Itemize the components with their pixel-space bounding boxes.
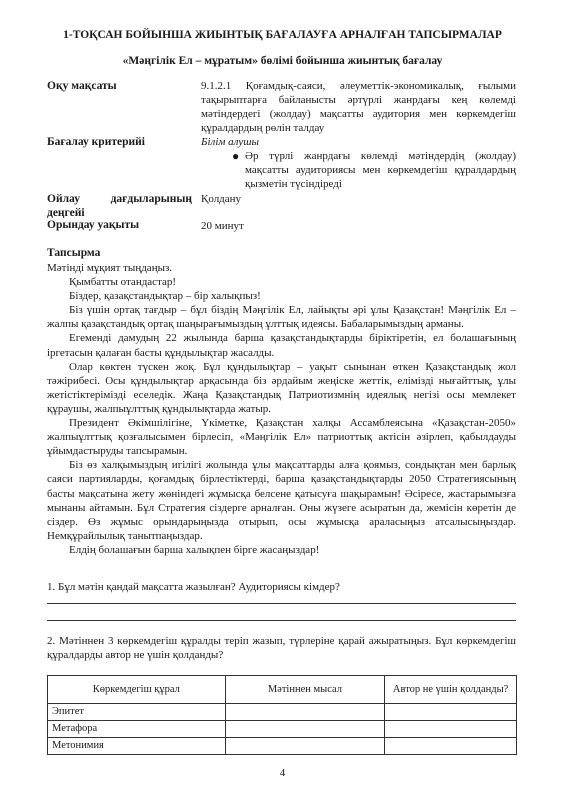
table-header: Көркемдегіш құрал: [48, 676, 226, 704]
task-paragraph: Біз үшін ортақ тағдыр – бұл біздің Мәңгілік Ел, лайықты әрі ұлы Қазақстан! Мәңгілік Ел – жалпы қазақстандық ортақ шаңырағымыздың ұлттық идеясы. Бабаларымыздың арманы.: [47, 304, 516, 331]
table-row: [48, 738, 517, 755]
table-cell: Эпитет: [48, 704, 226, 721]
answer-line[interactable]: [47, 620, 516, 621]
task-paragraph: Олар көктен түскен жоқ. Бұл құндылықтар – уақыт сынынан өткен Қазақстандық жол тәжiрибесi. Осы құндылықтар арқасында біз әрдайым жеңiске жеттік, елімізді нығайттық, ұлы жетістіктерімізді еселедік. Жаңа Қазақстандық Патриотизмнің идеялық негізі осы мемлекет құраушы, жалпыұлттық құндылықтарда жатыр.: [47, 360, 516, 415]
table-row: [48, 721, 517, 738]
table-header-row: [48, 676, 517, 704]
task-body: [47, 261, 516, 557]
task-paragraph: Қымбатты отандастар!: [69, 276, 177, 289]
question-1: 1. Бұл мәтін қандай мақсатта жазылған? Аудиториясы кімдер?: [47, 581, 340, 593]
question-2: 2. Мәтіннен 3 көркемдегіш құралды теріп жазып, түрлеріне қарай ажыратыңыз. Бұл көркемдегіш құралдарды автор не үшін қолданды?: [47, 635, 516, 661]
criteria-intro: Білім алушы: [201, 136, 259, 148]
goal-value: 9.1.2.1 Қоғамдық-саяси, әлеуметтік-экономикалық, ғылыми тақырыптарға байланысты әртүрлі жанрдағы кең көлемді мәтіндердегі (жолдау) мақсатты аудитория мен көркемдегіш құралдардың рөлін талдау: [201, 80, 516, 134]
criteria-label: Бағалау критерийі: [47, 136, 145, 148]
time-label: Орындау уақыты: [47, 219, 140, 231]
table-cell: Метафора: [48, 721, 226, 738]
task-paragraph: Біз өз халқымыздың игілігі жолында ұлы мақсаттарды алға қоямыз, сондықтан мен барлық саяси партияларды, қоғамдық бірлестіктерді, барша қазақстандықтарды 2050 Стратегиясының басты мақсатына жету жөніндегі жұмысқа белсене қатысуға шақырамын! Әсіресе, жастарымызға мынаны айтамын. Бұл Стратегия сіздерге арналған. Оны жүзеге асыратын да, жемісін көретін де сіздер. Өз жұмыс орындарыңызда отырып, осы жұмысқа араласыңыз атсалысыңыздар. Немқұрайлылық танытпаңыздар.: [47, 459, 516, 542]
time-value: 20 минут: [201, 220, 244, 232]
task-paragraph: Елдің болашағын барша халықпен бірге жасаңыздар!: [69, 543, 320, 556]
task-paragraph: Президент Әкімшілігіне, Үкіметке, Қазақстан халқы Ассамблеясына «Қазақстан-2050» жалпыұлттық қозғалысымен бірлесіп, «Мәңгілік Ел» патриоттық актісін әзірлеп, қабылдауды ұйымдастыруды тапсырамын.: [47, 417, 516, 458]
table-cell[interactable]: [225, 704, 385, 721]
bullet-icon: ●: [232, 149, 240, 163]
page-title: 1-ТОҚСАН БОЙЫНША ЖИЫНТЫҚ БАҒАЛАУҒА АРНАЛҒАН ТАПСЫРМАЛАР: [63, 29, 502, 41]
table-cell[interactable]: [385, 704, 517, 721]
answer-table: [47, 675, 517, 755]
task-heading: Тапсырма: [47, 247, 101, 259]
table-header: Мәтіннен мысал: [225, 676, 385, 704]
task-paragraph: Біздер, қазақстандықтар – бір халықпыз!: [69, 290, 261, 303]
answer-line[interactable]: [47, 603, 516, 604]
table-cell[interactable]: [225, 738, 385, 755]
task-paragraph: Егемендi дамудың 22 жылында барша қазақстандықтарды біріктіретін, ел болашағының іргетасын қалаған басты құндылықтар жасалды.: [47, 332, 516, 359]
task-instruction: Мәтінді мұқият тыңдаңыз.: [47, 262, 173, 274]
table-cell: Метонимия: [48, 738, 226, 755]
thinking-value: Қолдану: [201, 193, 242, 205]
goal-label: Оқу мақсаты: [47, 80, 117, 92]
table-row: [48, 704, 517, 721]
table-header: Автор не үшін қолданды?: [385, 676, 517, 704]
table-cell[interactable]: [385, 721, 517, 738]
table-cell[interactable]: [385, 738, 517, 755]
criteria-bullet: Әр түрлі жанрдағы көлемді мәтіндердің (жолдау) мақсатты аудиториясы мен көркемдегіш құралдардың қызметін түсіндіреді: [245, 150, 516, 190]
section-subtitle: «Мәңгілік Ел – мұратым» бөлімі бойынша жиынтық бағалау: [122, 55, 443, 67]
page-number: 4: [279, 767, 286, 779]
table-cell[interactable]: [225, 721, 385, 738]
thinking-label: Ойлау дағдыларының деңгейі: [47, 193, 192, 219]
